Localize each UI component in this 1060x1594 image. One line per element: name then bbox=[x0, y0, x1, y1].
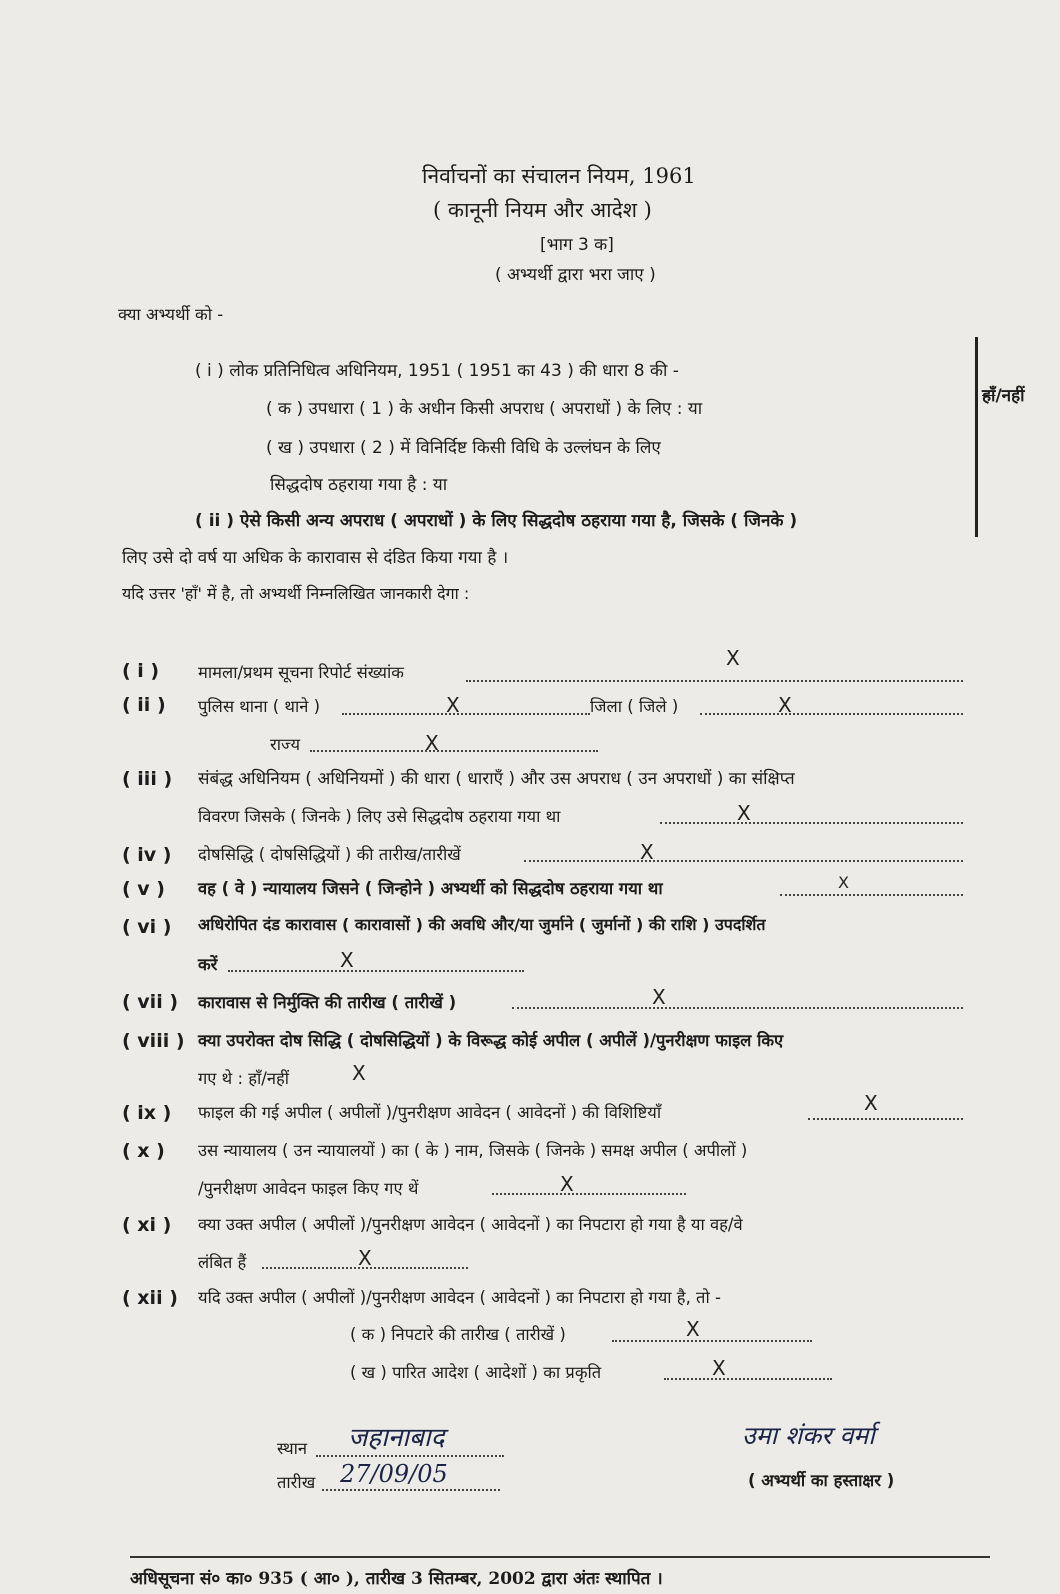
item-num-ix: ( ix ) bbox=[122, 1102, 172, 1124]
item-vi-line1: अधिरोपित दंड कारावास ( कारावासों ) की अवधि और/या जुर्माने ( जुर्मानों ) की राशि ) उपदर्शित bbox=[198, 915, 766, 934]
answer-separator: / bbox=[995, 386, 1002, 406]
item-num-vii: ( vii ) bbox=[122, 991, 179, 1013]
item-ii-police-cross: X bbox=[446, 693, 460, 717]
item-x-field[interactable] bbox=[492, 1193, 686, 1195]
candidate-signature: उमा शंकर वर्मा bbox=[742, 1421, 875, 1450]
item-num-vi: ( vi ) bbox=[122, 916, 172, 938]
intro-question: क्या अभ्यर्थी को - bbox=[118, 305, 224, 324]
item-xii-kha: ( ख ) पारित आदेश ( आदेशों ) का प्रकृति bbox=[350, 1363, 602, 1382]
footer-notification: अधिसूचना सं० का० 935 ( आ० ), तारीख 3 सितम्बर, 2002 द्वारा अंतः स्थापित । bbox=[130, 1569, 663, 1589]
item-vi-field[interactable] bbox=[228, 970, 524, 972]
item-v-field[interactable] bbox=[780, 894, 963, 896]
answer-no: नहीं bbox=[1001, 386, 1025, 406]
signature-label: ( अभ्यर्थी का हस्ताक्षर ) bbox=[748, 1471, 895, 1490]
item-viii-cross: X bbox=[352, 1061, 366, 1085]
item-num-iii: ( iii ) bbox=[122, 768, 173, 790]
item-xii-ka-cross: X bbox=[686, 1317, 700, 1341]
clause-i: ( i ) लोक प्रतिनिधित्व अधिनियम, 1951 ( 1951 का 43 ) की धारा 8 की - bbox=[195, 361, 679, 381]
place-field[interactable] bbox=[316, 1455, 504, 1457]
item-x-line2: /पुनरीक्षण आवेदन फाइल किए गए थें bbox=[198, 1179, 419, 1198]
form-subtitle: ( कानूनी नियम और आदेश ) bbox=[433, 198, 652, 222]
date-field[interactable] bbox=[322, 1489, 500, 1491]
clause-convicted: सिद्धदोष ठहराया गया है : या bbox=[270, 475, 448, 495]
item-ix-field[interactable] bbox=[808, 1118, 963, 1120]
place-value: जहानाबाद bbox=[348, 1423, 445, 1453]
item-x-line1: उस न्यायालय ( उन न्यायालयों ) का ( के ) नाम, जिसके ( जिनके ) समक्ष अपील ( अपीलों ) bbox=[198, 1141, 748, 1160]
item-ix-cross: X bbox=[864, 1091, 878, 1115]
item-num-iv: ( iv ) bbox=[122, 844, 172, 866]
item-vii-label: कारावास से निर्मुक्ति की तारीख ( तारीखें ) bbox=[198, 993, 457, 1012]
item-i-field[interactable] bbox=[466, 680, 963, 682]
form-part: [भाग 3 क] bbox=[540, 235, 614, 255]
item-xii-kha-cross: X bbox=[712, 1356, 726, 1380]
answer-yes-struck: हाँ bbox=[982, 386, 996, 406]
item-viii-line1: क्या उपरोक्त दोष सिद्धि ( दोषसिद्धियों ) के विरूद्ध कोई अपील ( अपीलें )/पुनरीक्षण फाइल किए bbox=[198, 1031, 784, 1050]
item-num-i: ( i ) bbox=[122, 660, 160, 682]
item-x-cross: X bbox=[560, 1172, 574, 1196]
item-v-cross: X bbox=[838, 873, 849, 892]
clause-ka: ( क ) उपधारा ( 1 ) के अधीन किसी अपराध ( अपराधों ) के लिए : या bbox=[266, 399, 703, 419]
item-ii-district-cross: X bbox=[778, 693, 792, 717]
date-value: 27/09/05 bbox=[340, 1460, 448, 1488]
item-ii-label-state: राज्य bbox=[270, 735, 301, 754]
item-iii-line1: संबंद्ध अधिनियम ( अधिनियमों ) की धारा ( धाराएँ ) और उस अपराध ( उन अपराधों ) का संक्षिप्त bbox=[198, 769, 795, 789]
item-ix-label: फाइल की गई अपील ( अपीलों )/पुनरीक्षण आवेदन ( आवेदनों ) की विशिष्टियाँ bbox=[198, 1103, 662, 1122]
item-iii-line2: विवरण जिसके ( जिनके ) लिए उसे सिद्धदोष ठहराया गया था bbox=[198, 807, 561, 826]
yes-no-answer bbox=[982, 383, 1025, 406]
item-iv-label: दोषसिद्धि ( दोषसिद्धियों ) की तारीख/तारीखें bbox=[198, 845, 461, 864]
clause-kha: ( ख ) उपधारा ( 2 ) में विनिर्दिष्ट किसी विधि के उल्लंघन के लिए bbox=[266, 438, 661, 458]
if-yes-instruction: यदि उत्तर 'हाँ' में है, तो अभ्यर्थी निम्नलिखित जानकारी देगा : bbox=[122, 584, 470, 603]
item-ii-label-police: पुलिस थाना ( थाने ) bbox=[198, 697, 321, 716]
item-ii-district-field[interactable] bbox=[700, 713, 963, 715]
item-vii-field[interactable] bbox=[512, 1007, 963, 1009]
item-num-xii: ( xii ) bbox=[122, 1287, 178, 1309]
item-vi-cross: X bbox=[340, 948, 354, 972]
item-ii-state-field[interactable] bbox=[310, 750, 598, 752]
date-label: तारीख bbox=[277, 1473, 316, 1492]
item-iii-cross: X bbox=[737, 801, 751, 825]
item-num-x: ( x ) bbox=[122, 1140, 165, 1162]
item-xii-ka-field[interactable] bbox=[612, 1340, 812, 1342]
item-iii-field[interactable] bbox=[660, 822, 963, 824]
clause-ii: ( ii ) ऐसे किसी अन्य अपराध ( अपराधों ) के लिए सिद्धदोष ठहराया गया है, जिसके ( जिनके ) bbox=[195, 511, 798, 531]
item-iv-field[interactable] bbox=[524, 860, 963, 862]
item-i-cross: X bbox=[726, 646, 740, 670]
item-num-xi: ( xi ) bbox=[122, 1214, 172, 1236]
item-viii-line2: गए थे : हाँ/नहीं bbox=[198, 1069, 290, 1088]
item-ii-police-field[interactable] bbox=[342, 713, 590, 715]
item-xi-cross: X bbox=[358, 1246, 372, 1270]
footer-rule bbox=[130, 1556, 990, 1558]
item-xii-kha-field[interactable] bbox=[664, 1378, 832, 1380]
item-v-label: वह ( वे ) न्यायालय जिसने ( जिन्होने ) अभ्यर्थी को सिद्धदोष ठहराया गया था bbox=[198, 879, 663, 898]
place-label: स्थान bbox=[277, 1439, 308, 1458]
item-num-ii: ( ii ) bbox=[122, 694, 166, 716]
item-num-viii: ( viii ) bbox=[122, 1030, 185, 1052]
item-iv-cross: X bbox=[640, 840, 654, 864]
item-xii-ka: ( क ) निपटारे की तारीख ( तारीखें ) bbox=[350, 1325, 566, 1344]
fill-note: ( अभ्यर्थी द्वारा भरा जाए ) bbox=[495, 265, 656, 285]
item-xi-line2: लंबित हैं bbox=[198, 1253, 247, 1272]
item-xi-line1: क्या उक्त अपील ( अपीलों )/पुनरीक्षण आवेदन ( आवेदनों ) का निपटारा हो गया है या वह/वे bbox=[198, 1215, 743, 1234]
item-i-label: मामला/प्रथम सूचना रिपोर्ट संख्यांक bbox=[198, 663, 404, 682]
item-xii-line1: यदि उक्त अपील ( अपीलों )/पुनरीक्षण आवेदन ( आवेदनों ) का निपटारा हो गया है, तो - bbox=[198, 1288, 721, 1307]
item-vi-line2: करें bbox=[198, 955, 218, 974]
item-ii-label-district: जिला ( जिले ) bbox=[590, 697, 679, 716]
item-vii-cross: X bbox=[652, 985, 666, 1009]
answer-divider bbox=[975, 337, 978, 537]
form-title: निर्वाचनों का संचालन नियम, 1961 bbox=[422, 164, 696, 188]
item-num-v: ( v ) bbox=[122, 878, 165, 900]
clause-ii-cont: लिए उसे दो वर्ष या अधिक के कारावास से दंडित किया गया है । bbox=[122, 548, 509, 568]
item-ii-state-cross: X bbox=[425, 731, 439, 755]
